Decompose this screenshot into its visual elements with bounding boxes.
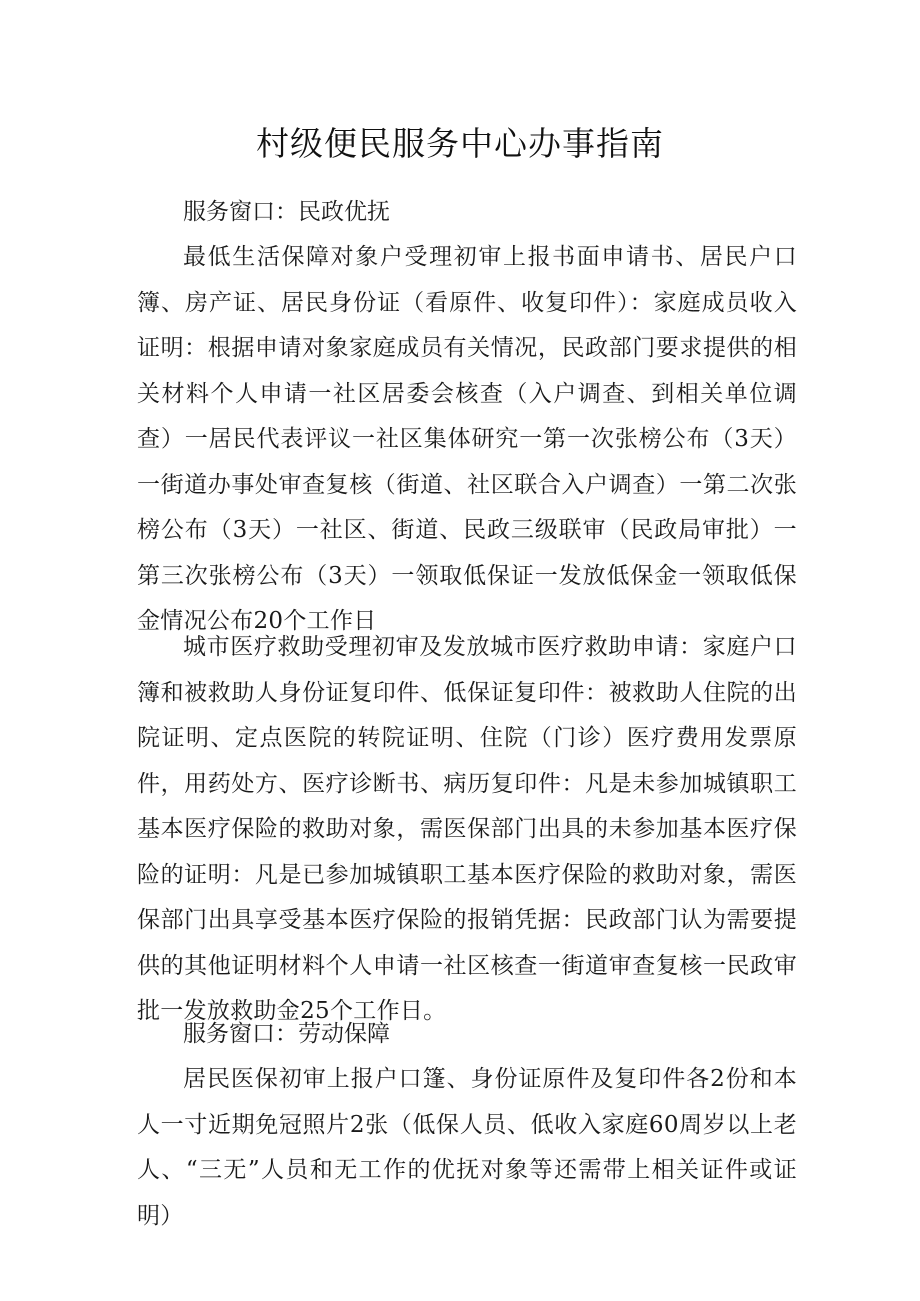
paragraph-minimum-living-guarantee: 最低生活保障对象户受理初审上报书面申请书、居民户口簿、房产证、居民身份证（看原件、收复印件）：家庭成员收入证明：根据申请对象家庭成员有关情况，民政部门要求提供的相关材料个人申请一社区居委会核查（入户调查、到相关单位调查）一居民代表评议一社区集体研究一第一次张榜公布（3天）一街道办事处审查复核（街道、社区联合入户调查）一第二次张榜公布（3天）一社区、街道、民政三级联审（民政局审批）一第三次张榜公布（3天）一领取低保证一发放低保金一领取低保金情况公布20个工作日 — [137, 244, 797, 634]
paragraph-resident-medical-insurance: 居民医保初审上报户口篷、身份证原件及复印件各2份和本人一寸近期免冠照片2张（低保人员、低收入家庭60周岁以上老人、“三无”人员和无工作的优抚对象等还需带上相关证件或证明） — [137, 1066, 797, 1229]
service-window-label-civil-affairs: 服务窗口：民政优抚 — [183, 199, 390, 225]
paragraph-urban-medical-assistance: 城市医疗救助受理初审及发放城市医疗救助申请：家庭户口簿和被救助人身份证复印件、低保证复印件：被救助人住院的出院证明、定点医院的转院证明、住院（门诊）医疗费用发票原件，用药处方、医疗诊断书、病历复印件：凡是未参加城镇职工基本医疗保险的救助对象，需医保部门出具的未参加基本医疗保险的证明：凡是已参加城镇职工基本医疗保险的救助对象，需医保部门出具享受基本医疗保险的报销凭据：民政部门认为需要提供的其他证明材料个人申请一社区核查一街道审查复核一民政审批一发放救助金25个工作日。 — [137, 634, 797, 1024]
service-window-label-labor-security: 服务窗口：劳动保障 — [183, 1021, 390, 1047]
document-title: 村级便民服务中心办事指南 — [256, 124, 664, 163]
